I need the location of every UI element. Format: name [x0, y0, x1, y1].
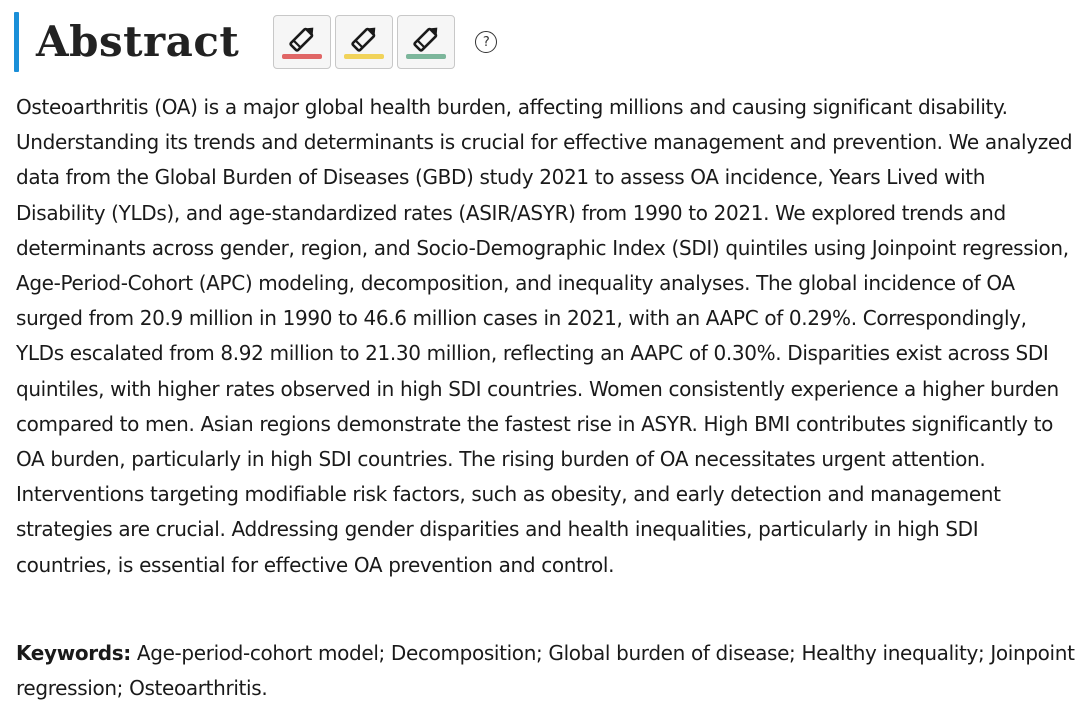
keywords-label: Keywords:: [16, 641, 131, 665]
pencil-icon: [347, 24, 381, 56]
abstract-header: [14, 12, 497, 72]
highlight-yellow-button[interactable]: [335, 15, 393, 69]
highlight-color-swatch: [344, 54, 384, 59]
pencil-icon: [409, 24, 443, 56]
keywords-text: Age-period-cohort model; Decomposition; Global burden of disease; Healthy inequality; Joinpoint regression; Osteoarthritis.: [16, 641, 1075, 700]
highlight-red-button[interactable]: [273, 15, 331, 69]
highlight-toolbar: [273, 15, 455, 69]
section-title: Abstract: [36, 17, 240, 66]
highlight-color-swatch: [282, 54, 322, 59]
abstract-text: Osteoarthritis (OA) is a major global health burden, affecting millions and causing significant disability. Understanding its trends and determinants is crucial for effective management and prevention. We analyzed data from the Global Burden of Diseases (GBD) study 2021 to assess OA incidence, Years Lived with Disability (YLDs), and age-standardized rates (ASIR/ASYR) from 1990 to 2021. We explored trends and determinants across gender, region, and Socio-Demographic Index (SDI) quintiles using Joinpoint regression, Age-Period-Cohort (APC) modeling, decomposition, and inequality analyses. The global incidence of OA surged from 20.9 million in 1990 to 46.6 million cases in 2021, with an AAPC of 0.29%. Correspondingly, YLDs escalated from 8.92 million to 21.30 million, reflecting an AAPC of 0.30%. Disparities exist across SDI quintiles, with higher rates observed in high SDI countries. Women consistently experience a higher burden compared to men. Asian regions demonstrate the fastest rise in ASYR. High BMI contributes significantly to OA burden, particularly in high SDI countries. The rising burden of OA necessitates urgent attention. Interventions targeting modifiable risk factors, such as obesity, and early detection and management strategies are crucial. Addressing gender disparities and health inequalities, particularly in high SDI countries, is essential for effective OA prevention and control.: [16, 95, 1073, 577]
accent-bar: [14, 12, 19, 72]
pencil-icon: [285, 24, 319, 56]
highlight-color-swatch: [406, 54, 446, 59]
keywords: [16, 636, 1076, 706]
help-icon[interactable]: ?: [475, 31, 497, 53]
highlight-green-button[interactable]: [397, 15, 455, 69]
